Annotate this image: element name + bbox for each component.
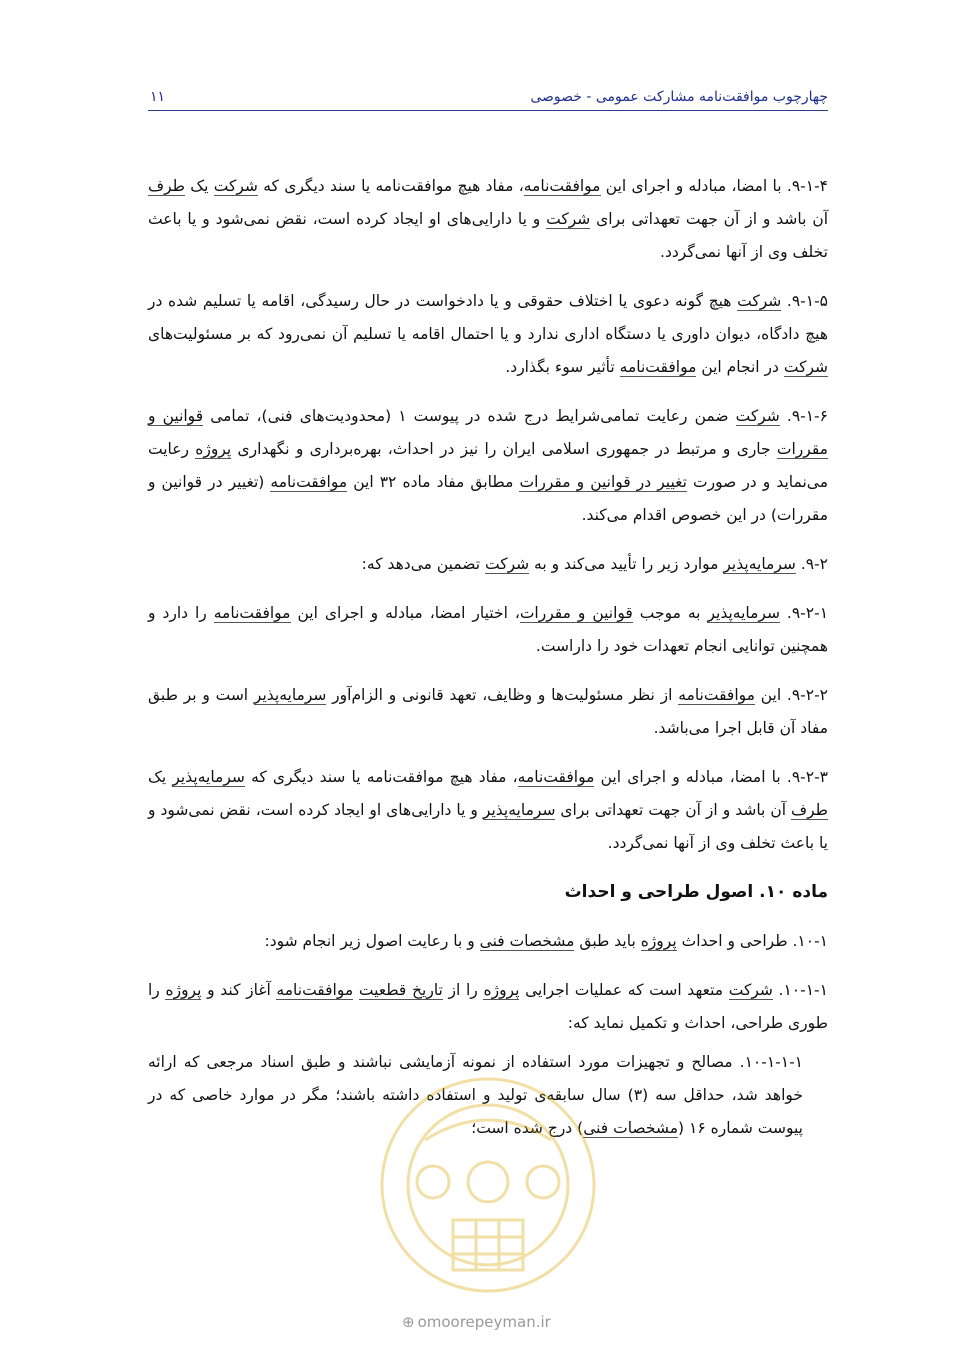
clause-10-1-1 [148,974,828,1040]
text-run: به موجب [632,604,708,622]
defined-term: موافقت‌نامه [270,473,348,491]
text-run: و با رعایت اصول زیر انجام شود: [264,932,480,950]
defined-term: پروژه [640,932,677,950]
text-run: ۱۰-۱-۱. [772,981,828,999]
page-number: ۱۱ [150,89,166,105]
defined-term: شرکت [737,292,782,310]
text-run: ۹-۲. [795,555,828,573]
text-run: ۹-۱-۴. با امضا، مبادله و اجرای این [600,177,828,195]
footer-site [402,1313,551,1331]
text-run: متعهد است که عملیات اجرایی [519,981,729,999]
text-run: را طوری طراحی، احداث و تکمیل نماید که: [148,981,828,1032]
defined-term: موافقت‌نامه [276,981,354,999]
text-run: تأثیر سوء بگذارد. [505,358,620,376]
text-run: ۹-۲-۳. با امضا، مبادله و اجرای این [594,768,828,786]
text-run: یک [184,177,214,195]
text-run: هیچ گونه دعوی یا اختلاف حقوقی و یا دادخواست در حال رسیدگی، اقامه یا تسلیم شده در هیچ دادگاه، دیوان داوری یا دستگاه اداری ندارد و یا احتمال اقامه یا تسلیم آن نمی‌رود که بر مسئولیت‌های [148,292,828,343]
defined-term: قوانین و مقررات [148,407,828,458]
clause-9-2-1 [148,597,828,663]
defined-term: موافقت‌نامه [523,177,601,195]
text-run: آن باشد و از آن جهت تعهداتی برای [590,210,829,228]
text-run: مطابق مفاد ماده ۳۲ این [347,473,520,491]
clause-9-2-2 [148,679,828,745]
text-run: یک [148,768,173,786]
text-run: ۹-۲-۲. این [754,686,829,704]
text-run: است و بر طبق مفاد آن قابل اجرا می‌باشد. [148,686,828,737]
site-url: omoorepeyman.ir [417,1313,551,1331]
defined-term: سرمایه‌پذیر [707,604,780,622]
defined-term: مشخصات فنی [479,932,575,950]
text-run: ۱۰-۱. طراحی و احداث [676,932,828,950]
document-title: چهارچوب موافقت‌نامه مشارکت عمومی - خصوصی [530,89,828,105]
text-run: ضمن رعایت تمامی‌شرایط درج شده در پیوست ۱ (محدودیت‌های فنی)، تمامی [203,407,736,425]
text-run: و یا دارایی‌های او ایجاد کرده است، نقض نمی‌شود و یا باعث تخلف وی از آنها نمی‌گردد. [148,801,828,852]
text-run: ۱۰-۱-۱-۱. مصالح و تجهیزات مورد استفاده از نمونه آزمایشی نباشند و طبق اسناد مرجعی که ارائه خواهد شد، حداقل سه (۳) سال سابقه‌ی تولید و استفاده داشته باشند؛ مگر در موارد خاصی که در پیوست شماره ۱۶ ( [148,1053,803,1137]
defined-term: شرکت [546,210,591,228]
document-body [148,170,828,1161]
text-run: و یا دارایی‌های او ایجاد کرده است، نقض نمی‌شود و یا باعث تخلف وی از آنها نمی‌گردد. [148,210,828,261]
defined-term: طرف [148,177,185,195]
text-run: را از [442,981,484,999]
defined-term: موافقت‌نامه [517,768,595,786]
defined-term: قوانین و مقررات [519,604,633,622]
text-run: باید طبق [574,932,641,950]
text-run: را دارد و همچنین توانایی انجام تعهدات خود را داراست. [148,604,828,655]
clause-9-1-5 [148,285,828,384]
defined-term: موافقت‌نامه [619,358,697,376]
clause-9-1-6 [148,400,828,532]
text-run: در انجام این [696,358,784,376]
defined-term: پروژه [195,440,232,458]
defined-term: سرمایه‌پذیر [253,686,327,704]
defined-term: پروژه [483,981,520,999]
text-run: ، مفاد هیچ موافقت‌نامه یا سند دیگری که [244,768,518,786]
text-run: تضمین می‌دهد که: [361,555,485,573]
defined-term: شرکت [783,358,828,376]
clause-9-1-4 [148,170,828,269]
watermark-seal-logo [375,1070,601,1300]
clause-10-1 [148,925,828,958]
text-run: موارد زیر را تأیید می‌کند و به [529,555,724,573]
defined-term: مشخصات فنی [583,1119,679,1137]
text-run: ۹-۱-۶. [779,407,828,425]
page-header [148,86,828,111]
defined-term: موافقت‌نامه [678,686,755,704]
defined-term: سرمایه‌پذیر [482,801,556,819]
text-run: رعایت می‌نماید و در صورت [148,440,829,491]
text-run: (تغییر در قوانین و مقررات) در این خصوص اقدام می‌کند. [148,473,828,524]
clause-9-2-3 [148,761,828,860]
defined-term: طرف [791,801,828,819]
text-run [353,981,359,999]
text-run: آن باشد و از آن جهت تعهداتی برای [555,801,792,819]
defined-term: شرکت [484,555,530,573]
defined-term: پروژه [165,981,202,999]
defined-term: سرمایه‌پذیر [172,768,245,786]
globe-icon: ⊕ [402,1313,415,1331]
text-run: ) درج شده است؛ [471,1119,584,1137]
defined-term: تاریخ قطعیت [358,981,443,999]
text-run: ۹-۲-۱. [779,604,829,622]
defined-term: موافقت‌نامه [213,604,291,622]
defined-term: شرکت [213,177,258,195]
defined-term: شرکت [728,981,773,999]
defined-term: تغییر در قوانین و مقررات [519,473,687,491]
section-heading-article-10: ماده ۱۰. اصول طراحی و احداث [564,882,828,902]
text-run: ۹-۱-۵. [781,292,828,310]
clause-9-2 [148,548,828,581]
text-run: ، مفاد هیچ موافقت‌نامه یا سند دیگری که [257,177,524,195]
text-run: از نظر مسئولیت‌ها و وظایف، تعهد قانونی و الزام‌آور [326,686,679,704]
defined-term: شرکت [735,407,780,425]
text-run: آغاز کند و [201,981,277,999]
text-run: ، اختیار امضا، مبادله و اجرای این [290,604,520,622]
defined-term: سرمایه‌پذیر [723,555,796,573]
text-run: جاری و مرتبط در جمهوری اسلامی ایران را نیز در احداث، بهره‌برداری و نگهداری [231,440,777,458]
